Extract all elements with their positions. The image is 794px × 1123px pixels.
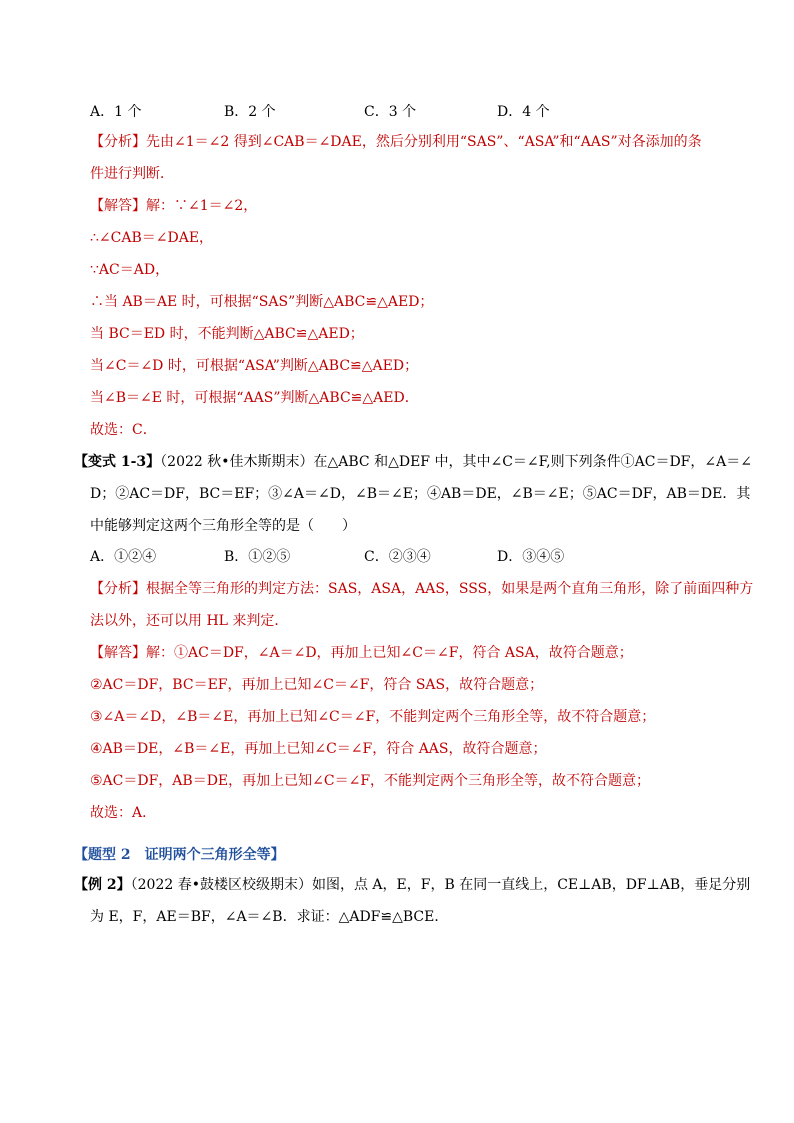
section-heading: 【题型 2 证明两个三角形全等】	[74, 847, 285, 863]
variant-text: （2022 秋•佳木斯期末）在△ABC 和△DEF 中，其中∠C＝∠F,则下列条件①AC＝DF，∠A＝∠	[160, 454, 752, 470]
analysis-tag: 【分析】	[90, 581, 146, 597]
analysis-text: 先由∠1＝∠2 得到∠CAB＝∠DAE，然后分别利用	[146, 134, 460, 150]
solution-1-line-4: ∴当 AB＝AE 时，可根据“SAS”判断△ABC≌△AED；	[90, 294, 434, 310]
analysis-2-line-2: 法以外，还可以用 HL 来判定．	[90, 613, 289, 629]
variant-line-3: 中能够判定这两个三角形全等的是（ ）	[90, 518, 356, 534]
analysis-tag: 【分析】	[90, 134, 146, 150]
option-c: C．3 个	[364, 104, 417, 120]
solution-1-line-2: ∴∠CAB＝∠DAE，	[90, 230, 214, 246]
example-line-2: 为 E，F，AE＝BF，∠A＝∠B．求证：△ADF≌△BCE．	[90, 909, 449, 925]
variant-line-1	[74, 452, 752, 472]
solution-tag: 【解答】	[90, 198, 146, 214]
solution-2-line-2: ②AC＝DF，BC＝EF，再加上已知∠C＝∠F，符合 SAS，故符合题意；	[90, 677, 544, 693]
solution-2-line-3: ③∠A＝∠D，∠B＝∠E，再加上已知∠C＝∠F，不能判定两个三角形全等，故不符合题意；	[90, 709, 656, 725]
solution-1-line-7: 当∠B＝∠E 时，可根据“AAS”判断△ABC≌△AED．	[90, 390, 419, 406]
solution-1-line-1	[90, 196, 257, 216]
option-b: B．①②⑤	[224, 549, 291, 565]
example-text: （2022 春•鼓楼区校级期末）如图，点 A，E，F，B 在同一直线上，CE⊥AB，DF⊥AB，垂足分别	[130, 877, 751, 893]
option-b: B．2 个	[224, 104, 276, 120]
solution-tag: 【解答】	[90, 645, 146, 661]
solution-text: 解：∵∠1＝∠2，	[146, 198, 258, 214]
option-d: D．③④⑤	[497, 549, 565, 565]
solution-2-line-5: ⑤AC＝DF，AB＝DE，再加上已知∠C＝∠F，不能判定两个三角形全等，故不符合题意；	[90, 773, 651, 789]
option-d: D．4 个	[497, 104, 550, 120]
example-line-1	[74, 875, 750, 895]
analysis-text: “SAS”、“ASA”和“AAS”对各添加的条	[459, 134, 702, 150]
option-c: C．②③④	[364, 549, 431, 565]
example-tag: 【例 2】	[74, 877, 131, 893]
analysis-2-line-1	[90, 579, 753, 599]
solution-2-line-6: 故选：A．	[90, 805, 157, 821]
solution-1-line-6: 当∠C＝∠D 时，可根据“ASA”判断△ABC≌△AED；	[90, 358, 419, 374]
solution-2-line-4: ④AB＝DE，∠B＝∠E，再加上已知∠C＝∠F，符合 AAS，故符合题意；	[90, 741, 547, 757]
analysis-1-line-1	[90, 132, 702, 152]
solution-text: 解：①AC＝DF，∠A＝∠D，再加上已知∠C＝∠F，符合 ASA，故符合题意；	[146, 645, 633, 661]
solution-1-line-3: ∵AC＝AD，	[90, 262, 170, 278]
solution-1-line-5: 当 BC＝ED 时，不能判断△ABC≌△AED；	[90, 326, 364, 342]
variant-line-2: D；②AC＝DF，BC＝EF；③∠A＝∠D，∠B＝∠E；④AB＝DE，∠B＝∠E；⑤AC＝DF，AB＝DE．其	[90, 486, 751, 502]
option-a: A．1 个	[90, 104, 142, 120]
solution-1-line-8: 故选：C．	[90, 422, 157, 438]
analysis-1-line-2: 件进行判断．	[90, 166, 174, 182]
solution-2-line-1	[90, 643, 633, 663]
analysis-text: 根据全等三角形的判定方法：SAS，ASA，AAS，SSS，如果是两个直角三角形，除了前面四种方	[146, 581, 754, 597]
option-a: A．①②④	[90, 549, 157, 565]
variant-tag: 【变式 1-3】	[74, 454, 161, 470]
